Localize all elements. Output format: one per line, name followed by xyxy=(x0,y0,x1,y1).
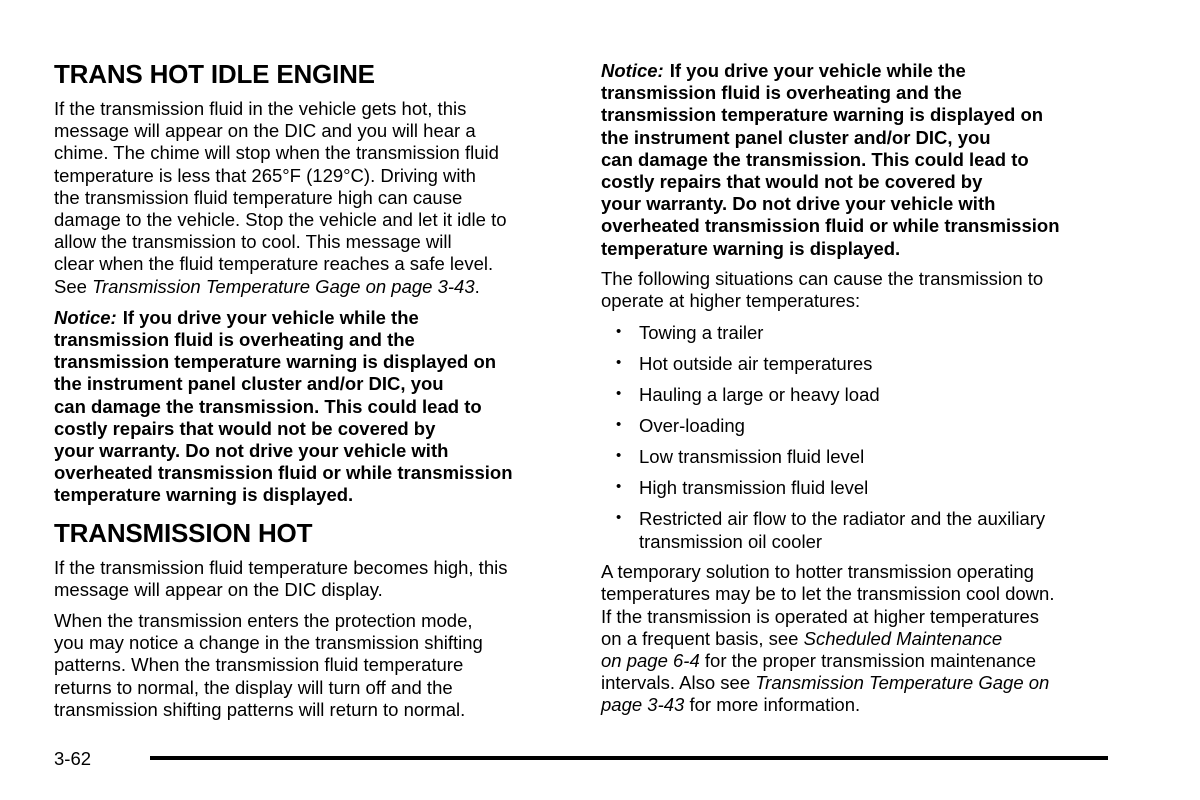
text-line: costly repairs that would not be covered by xyxy=(54,417,436,439)
page-number: 3-62 xyxy=(54,748,92,769)
see-reference-line xyxy=(54,276,559,298)
list-item: • Low transmission fluid level xyxy=(616,446,865,468)
text-line: If the transmission fluid in the vehicle gets hot, this xyxy=(54,98,467,119)
bullet-icon: • xyxy=(616,447,622,465)
section-heading-transmission-hot: TRANSMISSION HOT xyxy=(54,517,313,548)
closing-paragraph xyxy=(601,561,1111,716)
notice-label: Notice: xyxy=(601,60,664,81)
list-item: • Restricted air flow to the radiator and the auxiliary transmission oil cooler xyxy=(616,508,1046,553)
text-span: on a frequent basis, see xyxy=(601,627,804,649)
left-column xyxy=(54,52,559,730)
text-line: temperature is less that 265°F (129°C). Driving with xyxy=(54,164,476,186)
text-line: If the transmission is operated at higher temperatures xyxy=(601,605,1040,627)
text-line: your warranty. Do not drive your vehicle with xyxy=(54,440,449,462)
transmission-hot-paragraph-1 xyxy=(54,557,559,601)
text-line: temperature warning is displayed. xyxy=(601,237,901,259)
cross-reference-link[interactable]: Scheduled Maintenance xyxy=(803,627,1003,649)
notice-block-right xyxy=(601,60,1111,260)
text-line: If the transmission fluid temperature becomes high, this xyxy=(54,556,508,578)
text-line: the instrument panel cluster and/or DIC, you xyxy=(54,373,444,395)
list-item: • Over-loading xyxy=(616,415,745,437)
text-line: returns to normal, the display will turn off and the xyxy=(54,676,453,698)
page-footer xyxy=(54,748,1109,774)
bullet-icon: • xyxy=(616,354,622,372)
text-line: If you drive your vehicle while the xyxy=(122,306,419,328)
list-item: • Hauling a large or heavy load xyxy=(616,384,880,406)
notice-label: Notice: xyxy=(54,306,117,328)
section-heading-trans-hot-idle-engine: TRANS HOT IDLE ENGINE xyxy=(54,59,375,89)
text-line: your warranty. Do not drive your vehicle with xyxy=(601,193,996,215)
cross-reference-link[interactable]: Transmission Temperature Gage on xyxy=(755,672,1050,694)
footer-rule xyxy=(150,756,1108,760)
right-column xyxy=(601,60,1111,726)
text-line: A temporary solution to hotter transmission operating xyxy=(601,561,1034,583)
text-line: patterns. When the transmission fluid temperature xyxy=(54,654,464,676)
bullet-icon: • xyxy=(616,478,622,496)
text-span: for the proper transmission maintenance xyxy=(699,650,1037,672)
text-line: transmission fluid is overheating and the xyxy=(601,82,962,104)
text-line: transmission fluid is overheating and the xyxy=(54,329,415,351)
text-line: If you drive your vehicle while the xyxy=(669,60,966,81)
text-line: costly repairs that would not be covered by xyxy=(601,171,983,193)
list-item: • Hot outside air temperatures xyxy=(616,353,873,375)
text-span: for more information. xyxy=(684,694,861,716)
cross-reference-link[interactable]: on page 6-4 xyxy=(601,650,700,672)
text-line: the instrument panel cluster and/or DIC, you xyxy=(601,126,991,148)
text-line: temperatures may be to let the transmission cool down. xyxy=(601,583,1055,605)
text-line: overheated transmission fluid or while transmission xyxy=(601,215,1060,237)
text-span: intervals. Also see xyxy=(601,672,756,694)
text-line: can damage the transmission. This could lead to xyxy=(54,395,482,417)
text-line: temperature warning is displayed. xyxy=(54,484,354,506)
text-line: transmission shifting patterns will return to normal. xyxy=(54,698,466,720)
cross-reference-link[interactable]: Transmission Temperature Gage on page 3-43 xyxy=(92,275,475,297)
see-prefix: See xyxy=(54,275,93,297)
bullet-icon: • xyxy=(616,416,622,434)
text-line: can damage the transmission. This could lead to xyxy=(601,148,1029,170)
bullet-icon: • xyxy=(616,385,622,403)
situations-intro xyxy=(601,268,1111,312)
text-line: allow the transmission to cool. This message will xyxy=(54,231,452,253)
trans-hot-idle-paragraph xyxy=(54,98,559,298)
text-line: When the transmission enters the protection mode, xyxy=(54,610,473,632)
list-item: • High transmission fluid level xyxy=(616,477,869,499)
text-line: chime. The chime will stop when the transmission fluid xyxy=(54,142,499,164)
text-line: clear when the fluid temperature reaches a safe level. xyxy=(54,253,494,275)
situations-list xyxy=(601,321,1111,553)
text-line: you may notice a change in the transmission shifting xyxy=(54,632,483,654)
text-line: message will appear on the DIC display. xyxy=(54,578,383,600)
list-item: • Towing a trailer xyxy=(616,322,764,344)
notice-block-left xyxy=(54,307,559,507)
text-line: transmission temperature warning is displayed on xyxy=(601,104,1044,126)
text-line: The following situations can cause the transmission to xyxy=(601,267,1044,289)
text-line: message will appear on the DIC and you will hear a xyxy=(54,120,476,142)
text-line: operate at higher temperatures: xyxy=(601,290,861,312)
bullet-icon: • xyxy=(616,323,622,341)
text-line: transmission temperature warning is displayed on xyxy=(54,351,497,373)
bullet-icon: • xyxy=(616,509,622,527)
text-line: the transmission fluid temperature high can cause xyxy=(54,186,463,208)
text-line: damage to the vehicle. Stop the vehicle and let it idle to xyxy=(54,209,507,231)
cross-reference-link[interactable]: page 3-43 xyxy=(601,694,685,716)
see-suffix: . xyxy=(474,275,480,297)
text-line: overheated transmission fluid or while transmission xyxy=(54,462,513,484)
transmission-hot-paragraph-2 xyxy=(54,610,559,721)
